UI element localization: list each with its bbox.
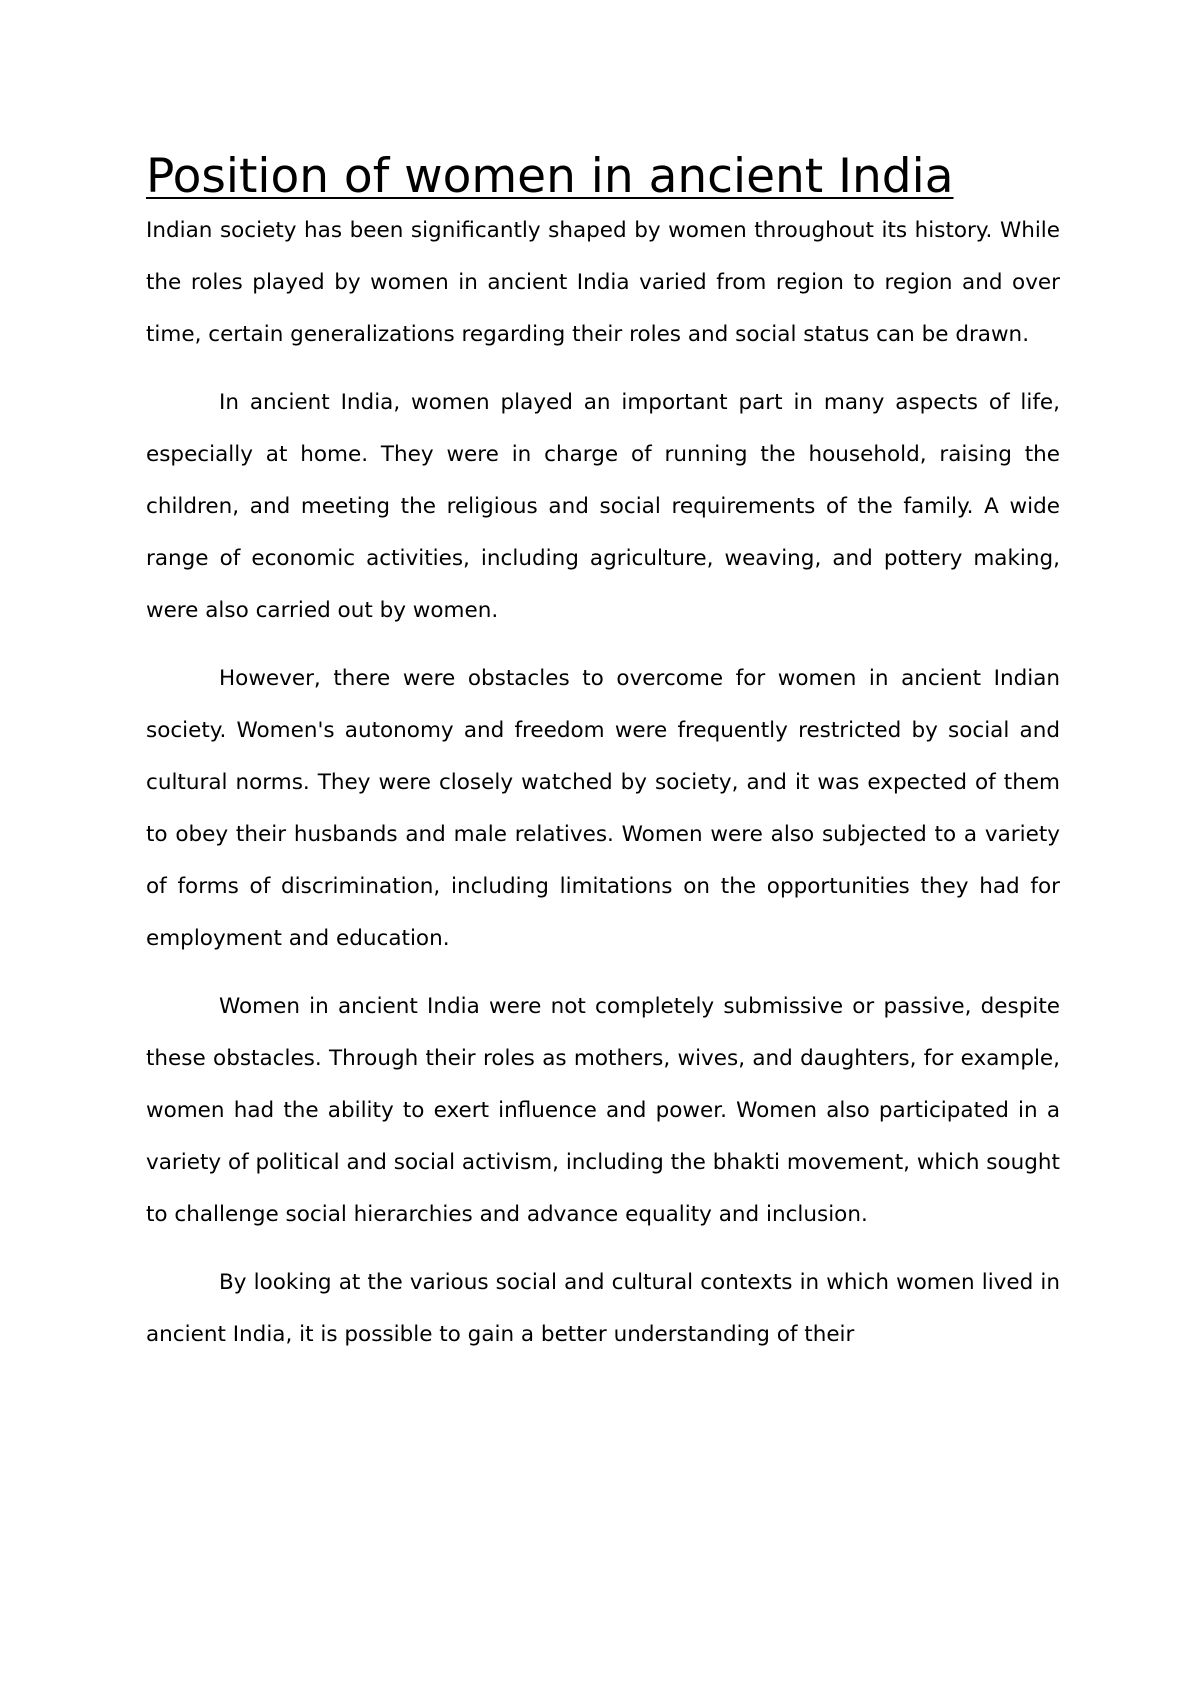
document-title — [146, 146, 1060, 207]
paragraph-1: Indian society has been significantly shaped by women throughout its history. While the roles played by women in ancient India varied from region to region and over time, certain generalizations regarding their roles and social status can be drawn. — [146, 218, 1060, 347]
paragraph-2: In ancient India, women played an important part in many aspects of life, especially at home. They were in charge of running the household, raising the children, and meeting the religious and social requirements of the family. A wide range of economic activities, including agriculture, weaving, and pottery making, were also carried out by women. — [146, 390, 1060, 623]
document-title-text: Position of women in ancient India — [146, 149, 954, 204]
paragraph-5: By looking at the various social and cultural contexts in which women lived in ancient India, it is possible to gain a better understanding of their — [146, 1270, 1060, 1347]
paragraph-4: Women in ancient India were not completely submissive or passive, despite these obstacles. Through their roles as mothers, wives, and daughters, for example, women had the ability to exert influence and power. Women also participated in a variety of political and social activism, including the bhakti movement, which sought to challenge social hierarchies and advance equality and inclusion. — [146, 994, 1060, 1227]
document-page — [146, 146, 1060, 1698]
paragraph-3: However, there were obstacles to overcome for women in ancient Indian society. Women's autonomy and freedom were frequently restricted by social and cultural norms. They were closely watched by society, and it was expected of them to obey their husbands and male relatives. Women were also subjected to a variety of forms of discrimination, including limitations on the opportunities they had for employment and education. — [146, 666, 1060, 951]
